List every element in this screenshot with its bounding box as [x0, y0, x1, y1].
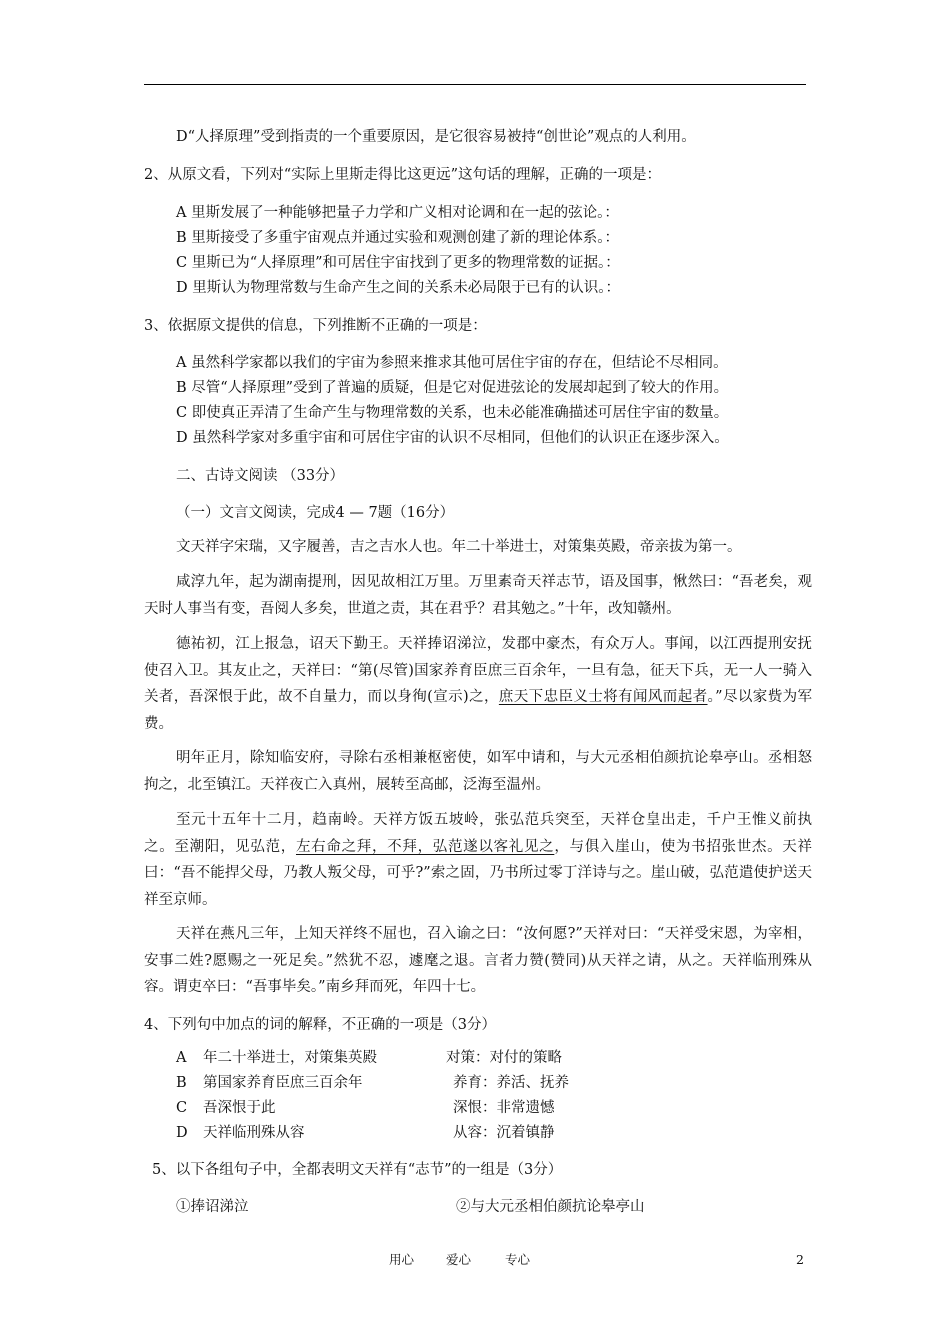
passage-paragraph-5-text-a: 至元十五年十二月，趋南岭。天祥方饭五坡岭，张弘范兵突至，天祥仓皇出走，千户王惟义前执之。至潮阳，见弘范，: [144, 812, 812, 855]
q4-sentence-d: 天祥临刑殊从容: [203, 1125, 305, 1141]
q3-option-d: D 虽然科学家对多重宇宙和可居住宇宙的认识不尽相同，但他们的认识正在逐步深入。: [176, 430, 729, 446]
passage-paragraph-3-text-a: 德祐初，江上报急，诏天下勤王。天祥捧诏涕泣，发郡中豪杰，有众万人。事闻，以江西提刑安抚使召入卫。其友止之，天祥曰：“第(尽管)国家养育臣庶三百余年，一旦有急，征天下兵，无一人一骑入关者，吾深恨于此，故不自量力，而以身徇(宣示)之，: [144, 636, 812, 705]
passage-paragraph-6: 天祥在燕凡三年，上知天祥终不屈也，召入谕之曰：“汝何愿?”天祥对曰：“天祥受宋恩，为宰相，安事二姓?愿赐之一死足矣。”然犹不忍，遽麾之退。言者力赞(赞同)从天祥之请，从之。天祥临刑殊从容。谓吏卒曰：“吾事毕矣。”南乡拜而死，年四十七。: [144, 926, 812, 995]
q4-letter-c: C: [176, 1100, 188, 1116]
q4-gloss-d: 从容：沉着镇静: [453, 1125, 555, 1141]
footer-text-3: 专心: [505, 1252, 531, 1267]
q4-sentence-c: 吾深恨于此: [203, 1100, 276, 1116]
q1-option-d: D“人择原理”受到指责的一个重要原因，是它很容易被持“创世论”观点的人利用。: [176, 129, 696, 145]
q4-gloss-a: 对策：对付的策略: [446, 1050, 562, 1066]
subsection1-title: （一）文言文阅读，完成4 — 7题（16分）: [176, 505, 455, 521]
q4-sentence-b: 第国家养育臣庶三百余年: [203, 1075, 363, 1091]
q5-item-1: ①捧诏涕泣: [176, 1199, 249, 1215]
q2-option-b: B 里斯接受了多重宇宙观点并通过实验和观测创建了新的理论体系。：: [176, 230, 620, 246]
q2-option-c: C 里斯已为“人择原理”和可居住宇宙找到了更多的物理常数的证据。：: [176, 255, 620, 271]
q2-option-d: D 里斯认为物理常数与生命产生之间的关系未必局限于已有的认识。：: [176, 280, 620, 296]
q5-item-2: ②与大元丞相伯颜抗论皋亭山: [456, 1199, 645, 1215]
underlined-sentence-1: 庶天下忠臣义士将有闻风而起者: [498, 689, 708, 705]
header-rule: [144, 84, 806, 85]
q3-option-c: C 即使真正弄清了生命产生与物理常数的关系，也未必能准确描述可居住宇宙的数量。: [176, 405, 729, 421]
q5-stem: 5、以下各组句子中，全都表明文天祥有“志节”的一组是（3分）: [152, 1162, 563, 1178]
passage-paragraph-1: 文天祥字宋瑞，又字履善，吉之吉水人也。年二十举进士，对策集英殿，帝亲拔为第一。: [176, 539, 742, 555]
passage-paragraph-3-text-b: 。”尽以家赀为军费。: [144, 689, 812, 732]
q2-option-a: A 里斯发展了一种能够把量子力学和广义相对论调和在一起的弦论。：: [176, 205, 619, 221]
passage-paragraph-2: 咸淳九年，起为湖南提刑，因见故相江万里。万里素奇天祥志节，语及国事，愀然曰：“吾老矣，观天时人事当有变，吾阅人多矣，世道之责，其在君乎？君其勉之。”十年，改知赣州。: [144, 574, 812, 617]
passage-paragraph-4: 明年正月，除知临安府，寻除右丞相兼枢密使，如军中请和，与大元丞相伯颜抗论皋亭山。丞相怒拘之，北至镇江。天祥夜亡入真州，展转至高邮，泛海至温州。: [144, 750, 812, 793]
passage-paragraph-3: [144, 631, 812, 737]
passage-paragraph-5-text-b: ，与俱入崖山，使为书招张世杰。天祥曰：“吾不能捍父母，乃教人叛父母，可乎?”索之固，乃书所过零丁洋诗与之。崖山破，弘范遣使护送天祥至京师。: [144, 838, 813, 908]
q2-stem: 2、从原文看，下列对“实际上里斯走得比这更远”这句话的理解，正确的一项是：: [144, 167, 662, 183]
underlined-sentence-2: 左右命之拜，不拜，弘范遂以客礼见之: [295, 838, 555, 855]
passage-paragraph-5: [144, 807, 812, 913]
q4-letter-a: A: [176, 1050, 187, 1066]
q3-option-b: B 尽管“人择原理”受到了普遍的质疑，但是它对促进弦论的发展却起到了较大的作用。: [176, 380, 729, 396]
footer-text-1: 用心: [389, 1252, 415, 1267]
q4-letter-d: D: [176, 1125, 188, 1141]
section2-title: 二、古诗文阅读 （33分）: [176, 468, 345, 484]
q4-sentence-a: 年二十举进士，对策集英殿: [203, 1050, 377, 1066]
q3-stem: 3、依据原文提供的信息，下列推断不正确的一项是：: [144, 318, 487, 334]
page-number: 2: [796, 1252, 804, 1267]
q3-option-a: A 虽然科学家都以我们的宇宙为参照来推求其他可居住宇宙的存在，但结论不尽相同。: [176, 355, 728, 371]
q4-gloss-b: 养育：养活、抚养: [453, 1075, 569, 1091]
q4-stem: 4、下列句中加点的词的解释，不正确的一项是（3分）: [144, 1017, 496, 1033]
q4-gloss-c: 深恨：非常遗憾: [453, 1100, 555, 1116]
q4-letter-b: B: [176, 1075, 187, 1091]
footer-text-2: 爱心: [446, 1252, 472, 1267]
